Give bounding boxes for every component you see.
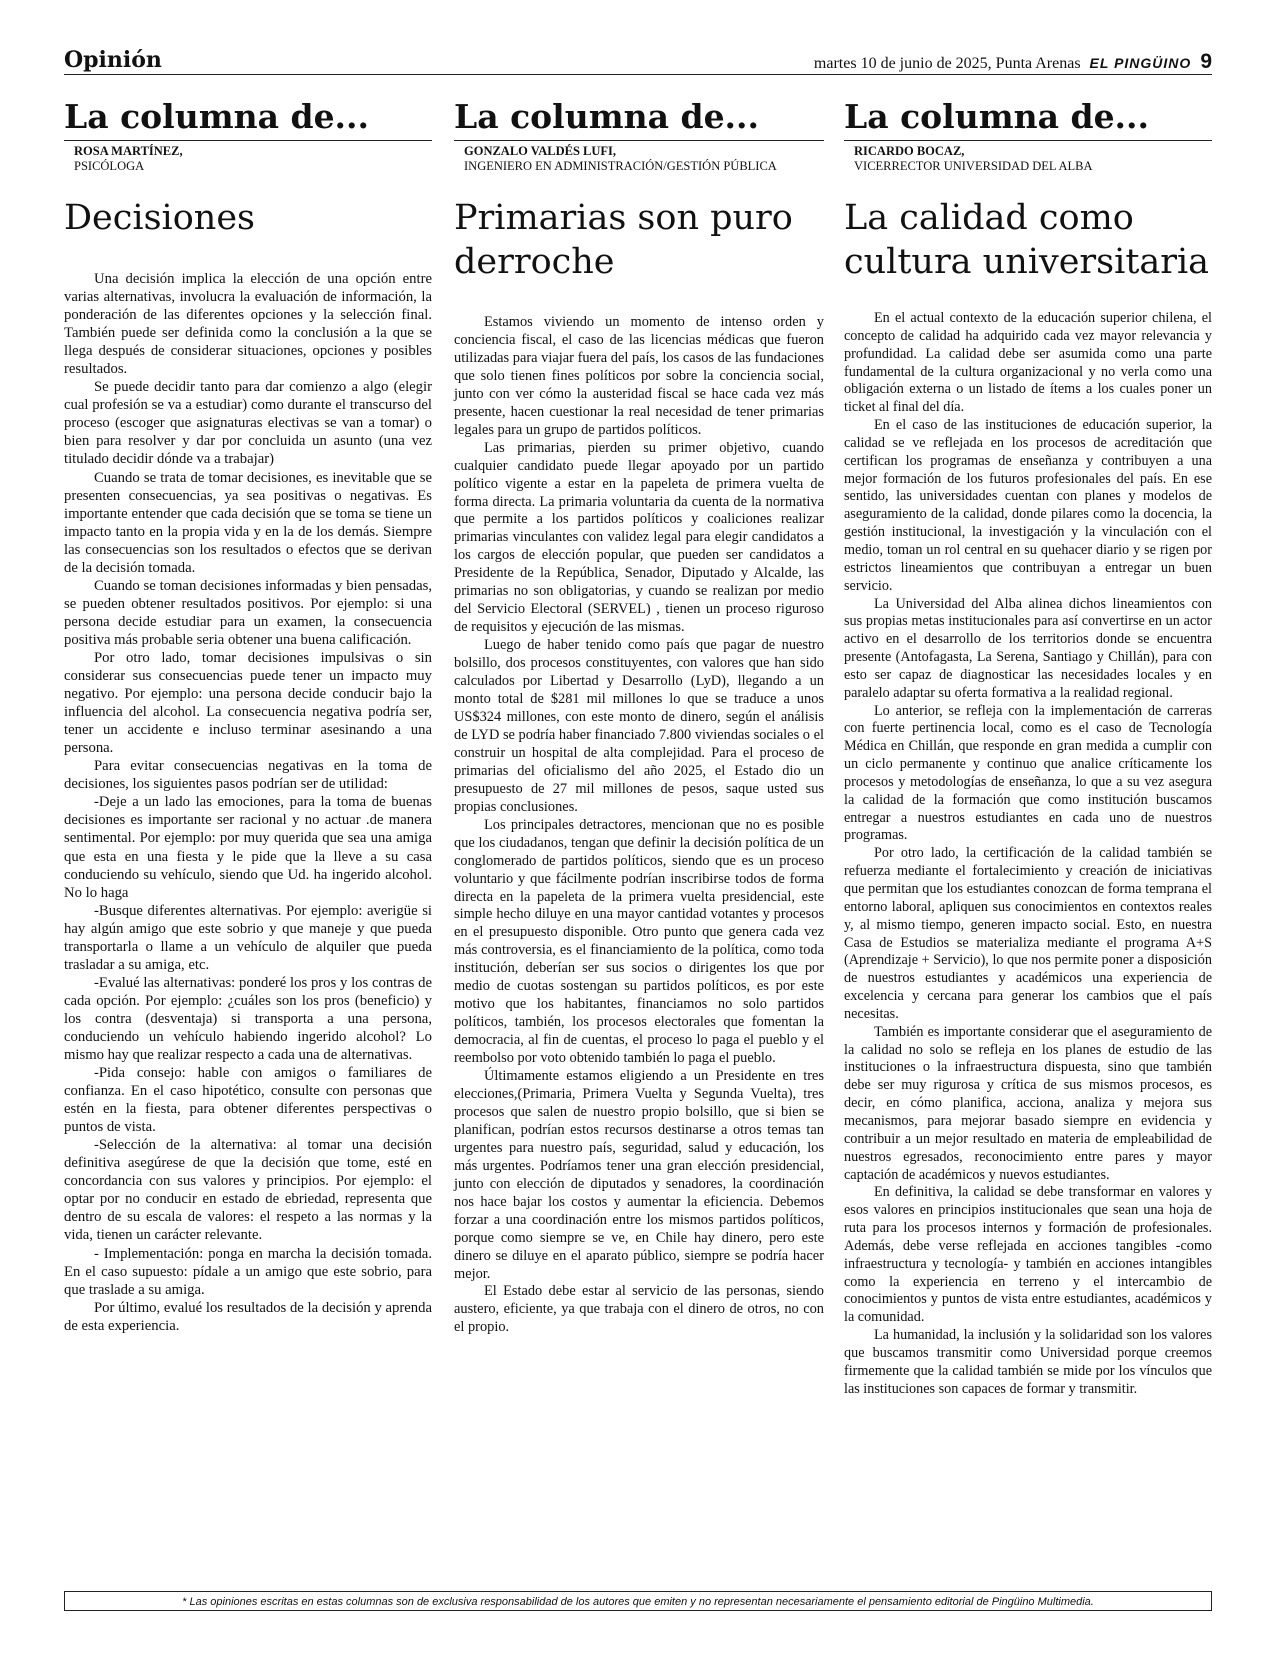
column-kicker: La columna de... [844, 97, 1150, 136]
column-3 [844, 98, 1212, 1398]
author-name: ROSA MARTÍNEZ, [74, 144, 183, 158]
article-paragraph: La Universidad del Alba alinea dichos lineamientos con sus propias metas institucionales para así convertirse en un actor activo en el desarrollo de los territorios donde se encuentra presente (Antofagasta, La Serena, Santiago y Chillán), para con esto ser capaz de diagnosticar las necesidades locales y en paralelo adaptar su oferta formativa a la realidad regional. [844, 595, 1212, 701]
article-body [64, 270, 432, 1335]
article-paragraph: En el actual contexto de la educación superior chilena, el concepto de calidad ha adquirido cada vez mayor relevancia y profundidad. La calidad debe ser asumida como una parte fundamental de la cultura organizacional y no verla como una obligación externa o un listado de ítems a los cuales poner un ticket al final del día. [844, 310, 1212, 416]
author-role: PSICÓLOGA [74, 159, 145, 173]
page-number: 9 [1200, 50, 1212, 73]
column-1 [64, 98, 432, 1335]
masthead-rule [64, 74, 1212, 75]
disclaimer-box [64, 1591, 1212, 1611]
newspaper-logo: EL PINGÜINO [1089, 55, 1192, 71]
article-body [844, 310, 1212, 1398]
article-paragraph: - Implementación: ponga en marcha la decisión tomada. En el caso supuesto: pídale a un amigo que este sobrio, para que traslade a su amiga. [64, 1245, 432, 1298]
article-paragraph: Para evitar consecuencias negativas en la toma de decisiones, los siguientes pasos podrían ser de utilidad: [64, 758, 432, 793]
section-title: Opinión [64, 47, 162, 73]
article-paragraph: Los principales detractores, mencionan que no es posible que los ciudadanos, tengan que definir la decisión política de un conglomerado de partidos políticos, siendo que es un proceso voluntario y que fácilmente podrían inscribirse todos de forma directa en la papeleta de la primera vuelta presidencial, este simple hecho diluye en una mayor cantidad votantes y procesos en el presupuesto disponible. Otro punto que genera cada vez más controversia, es el financiamiento de la política, como toda institución, deberían ser sus socios o dirigentes los que por medio de cuotas sostengan su partidos políticos, es por este motivo que los habitantes, financiamos no solo partidos políticos, también, los procesos electorales que fomentan la democracia, al fin de cuentas, el proceso lo paga el pueblo y el reembolso por voto obtenido también lo paga el pueblo. [454, 816, 824, 1067]
author-byline [464, 144, 824, 174]
issue-date: martes 10 de junio de 2025, Punta Arenas [813, 55, 1081, 72]
article-paragraph: Por último, evalué los resultados de la decisión y aprenda de esta experiencia. [64, 1299, 432, 1334]
article-paragraph: -Busque diferentes alternativas. Por ejemplo: averigüe si hay algún amigo que este sobrio y que maneje y que pueda transportarla o llame a un vehículo de alquiler que pueda trasladar a su amiga, etc. [64, 902, 432, 973]
article-paragraph: Por otro lado, la certificación de la calidad también se refuerza mediante el fortalecimiento y creación de iniciativas que permitan que los estudiantes conozcan de forma temprana el entorno laboral, apliquen sus conocimientos en contextos reales y, al mismo tiempo, generen impacto social. Esto, en nuestra Casa de Estudios se materializa mediante el programa A+S (Aprendizaje + Servicio), lo que nos permite poner a disposición de nuestros estudiantes y académicos una experiencia de excelencia y cercana para generar los cambios que el país necesitas. [844, 845, 1212, 1022]
author-name: GONZALO VALDÉS LUFI, [464, 144, 617, 158]
article-paragraph: Las primarias, pierden su primer objetivo, cuando cualquier candidato puede llegar apoyado por un partido político vigente a estar en la papeleta de primera vuelta de forma directa. La primaria voluntaria da cuenta de la normativa que permite a los partidos políticos y coaliciones realizar primarias vinculantes con validez legal para elegir candidatos a los cargos de elección popular, que pueden ser candidatos a Presidente de la República, Senador, Diputado y Alcalde, las primarias no son obligatorias, y cuando se realizan por medio del Servicio Electoral (SERVEL) , tienen un proceso riguroso de requisitos y ejecución de las mismas. [454, 439, 824, 636]
column-kicker: La columna de... [454, 97, 760, 136]
article-body [454, 314, 824, 1337]
author-byline [854, 144, 1212, 174]
kicker-rule [454, 140, 824, 141]
article-paragraph: Luego de haber tenido como país que pagar de nuestro bolsillo, dos procesos constituyentes, con valores que han sido calculados por Libertad y Desarrollo (LyD), llegando a un monto total de $281 mil millones lo que se traduce a unos US$324 millones, con este monto de dinero, según el análisis de LYD se podría haber financiado 7.800 viviendas sociales o el construir un hospital de alta complejidad. Para el proceso de primarias del oficialismo del año 2025, el Estado dio un presupuesto de 27 mil millones de pesos, saque usted sus propias conclusiones. [454, 637, 824, 815]
article-paragraph: -Evalué las alternativas: ponderé los pros y los contras de cada opción. Por ejemplo: ¿cuáles son los pros (beneficio) y los contra (desventaja) si transporta a una persona, conduciendo un vehículo habiendo ingerido alcohol? Lo mismo hay que realizar respecto a cada una de alternativas. [64, 974, 432, 1064]
article-paragraph: Por otro lado, tomar decisiones impulsivas o sin considerar sus consecuencias puede tener un impacto muy negativo. Por ejemplo: una persona decide conducir bajo la influencia del alcohol. La consecuencia negativa podría ser, tener un accidente e incluso terminar asesinando a una persona. [64, 649, 432, 757]
author-byline [74, 144, 432, 174]
masthead [64, 48, 1212, 74]
column-2 [454, 98, 824, 1337]
masthead-info [814, 50, 1212, 74]
column-kicker: La columna de... [64, 97, 370, 136]
article-paragraph: En definitiva, la calidad se debe transformar en valores y esos valores en principios institucionales que sean una hoja de ruta para los procesos internos y formación de profesionales. Además, debe verse reflejada en acciones tangibles -como infraestructura y tecnología- y también en acciones intangibles como la experiencia en terreno y el intercambio de conocimientos y puntos de vista entre estudiantes, académicos y la comunidad. [844, 1184, 1212, 1326]
kicker-rule [64, 140, 432, 141]
article-headline: Decisiones [64, 198, 256, 238]
article-paragraph: Una decisión implica la elección de una opción entre varias alternativas, involucra la evaluación de información, la ponderación de las diferentes opciones y la selección final. También puede ser definida como la conclusión a la que se llega después de considerar situaciones, opciones y posibles resultados. [64, 271, 432, 378]
article-paragraph: En el caso de las instituciones de educación superior, la calidad se ve reflejada en los procesos de acreditación que certifican los programas de enseñanza y contribuyen a una mejor formación de los futuros profesionales del país. En ese sentido, las universidades cuentan con planes y modelos de aseguramiento de la calidad, donde pilares como la docencia, la gestión institucional, la investigación y la vinculación con el medio, toman un rol central en su quehacer diario y se rigen por estrictos lineamientos que contribuyan a entregar un buen servicio. [844, 417, 1212, 594]
article-paragraph: La humanidad, la inclusión y la solidaridad son los valores que buscamos transmitir como Universidad porque creemos firmemente que la calidad también se mide por los vínculos que las instituciones son capaces de formar y transmitir. [844, 1327, 1212, 1397]
author-name: RICARDO BOCAZ, [854, 144, 965, 158]
article-paragraph: También es importante considerar que el aseguramiento de la calidad no solo se refleja en los planes de estudio de las instituciones o la infraestructura dispuesta, sino que también debe ser muy rigurosa y crítica de sus mismos procesos, es decir, en cómo planifica, acciona, analiza y mejora sus mecanismos, para mejorar basado siempre en evidencia y contribuir a un mejor resultado en materia de empleabilidad de nuestros egresados, reconocimiento entre pares y mayor captación de académicos y nuevos estudiantes. [844, 1023, 1212, 1183]
article-paragraph: Cuando se toman decisiones informadas y bien pensadas, se pueden obtener resultados positivos. Por ejemplo: si una persona decide estudiar para un examen, la consecuencia positiva más probable seria obtener una buena calificación. [64, 577, 432, 648]
author-role: INGENIERO EN ADMINISTRACIÓN/GESTIÓN PÚBLICA [464, 159, 777, 173]
article-paragraph: Estamos viviendo un momento de intenso orden y conciencia fiscal, el caso de las licencias médicas que fueron utilizadas para viajar fuera del país, los casos de las fundaciones que solo tienen fines políticos por sobre la conciencia social, junto con ver cómo la austeridad fiscal se hace cada vez más presente, hacen cuestionar la real necesidad de tener primarias legales para un grupo de partidos políticos. [454, 314, 824, 438]
article-headline: Primarias son puro derroche [454, 198, 793, 282]
kicker-rule [844, 140, 1212, 141]
article-paragraph: Se puede decidir tanto para dar comienzo a algo (elegir cual profesión se va a estudiar) como durante el transcurso del proceso (escoger que asignaturas electivas se van a tomar) o bien para resolver y dar por concluida un asunto (una vez titulado decidir dónde va a trabajar) [64, 379, 432, 468]
article-paragraph: Cuando se trata de tomar decisiones, es inevitable que se presenten consecuencias, ya sea positivas o negativas. Es importante entender que cada decisión que se toma se tiene un impacto tanto en la propia vida y en la de los demás. Siempre las consecuencias son los resultados o efectos que se derivan de la decisión tomada. [64, 469, 432, 576]
article-paragraph: Últimamente estamos eligiendo a un Presidente en tres elecciones,(Primaria, Primera Vuelta y Segunda Vuelta), tres procesos que salen de nuestro propio bolsillo, que si bien se planifican, podrían estos recursos destinarse a otros temas tan urgentes para nuestro país, seguridad, salud y educación, los más urgentes. Podríamos tener una gran elección presidencial, junto con elección de diputados y senadores, la coordinación nos hace bajar los costos y aumentar la eficiencia. Debemos forzar a una coordinación entre los mismos partidos políticos, porque como siempre se ve, en Chile hay dinero, pero este dinero se diluye en el aparato público, siempre se podría hacer mejor. [454, 1068, 824, 1282]
author-role: VICERRECTOR UNIVERSIDAD DEL ALBA [854, 159, 1093, 173]
article-paragraph: -Pida consejo: hable con amigos o familiares de confianza. En el caso hipotético, consulte con personas que estén en la fiesta, para obtener diferentes perspectivas o puntos de vista. [64, 1065, 432, 1136]
article-paragraph: Lo anterior, se refleja con la implementación de carreras con fuerte pertinencia local, como es el caso de Tecnología Médica en Chillán, que responde en gran medida a cumplir con un ciclo permanente y continuo que analice críticamente los procesos y metodologías de enseñanza, lo que a su vez asegura la calidad de la formación que como institución buscamos entregar a nuestros estudiantes en cada uno de nuestros programas. [844, 702, 1212, 844]
article-paragraph: -Deje a un lado las emociones, para la toma de buenas decisiones es importante ser racional y no actuar .de manera sentimental. Por ejemplo: por muy querida que sea una amiga que esta en una fiesta y le pide que la lleve a su casa conduciendo su vehículo, siendo que Ud. ha ingerido alcohol. No lo haga [64, 794, 432, 901]
article-paragraph: -Selección de la alternativa: al tomar una decisión definitiva asegúrese de que la decisión que tome, esté en concordancia con sus valores y principios. Por ejemplo: el optar por no conducir en estado de ebriedad, representa que dentro de su escala de valores: el respeto a las normas y la vida, tienen un carácter relevante. [64, 1137, 432, 1244]
article-headline: La calidad como cultura universitaria [844, 198, 1210, 282]
article-paragraph: El Estado debe estar al servicio de las personas, siendo austero, eficiente, ya que trabaja con el dinero de otros, no con el propio. [454, 1283, 824, 1336]
disclaimer-text: * Las opiniones escritas en estas columnas son de exclusiva responsabilidad de los autores que emiten y no representan necesariamente el pensamiento editorial de Pingüino Multimedia. [182, 1596, 1094, 1608]
